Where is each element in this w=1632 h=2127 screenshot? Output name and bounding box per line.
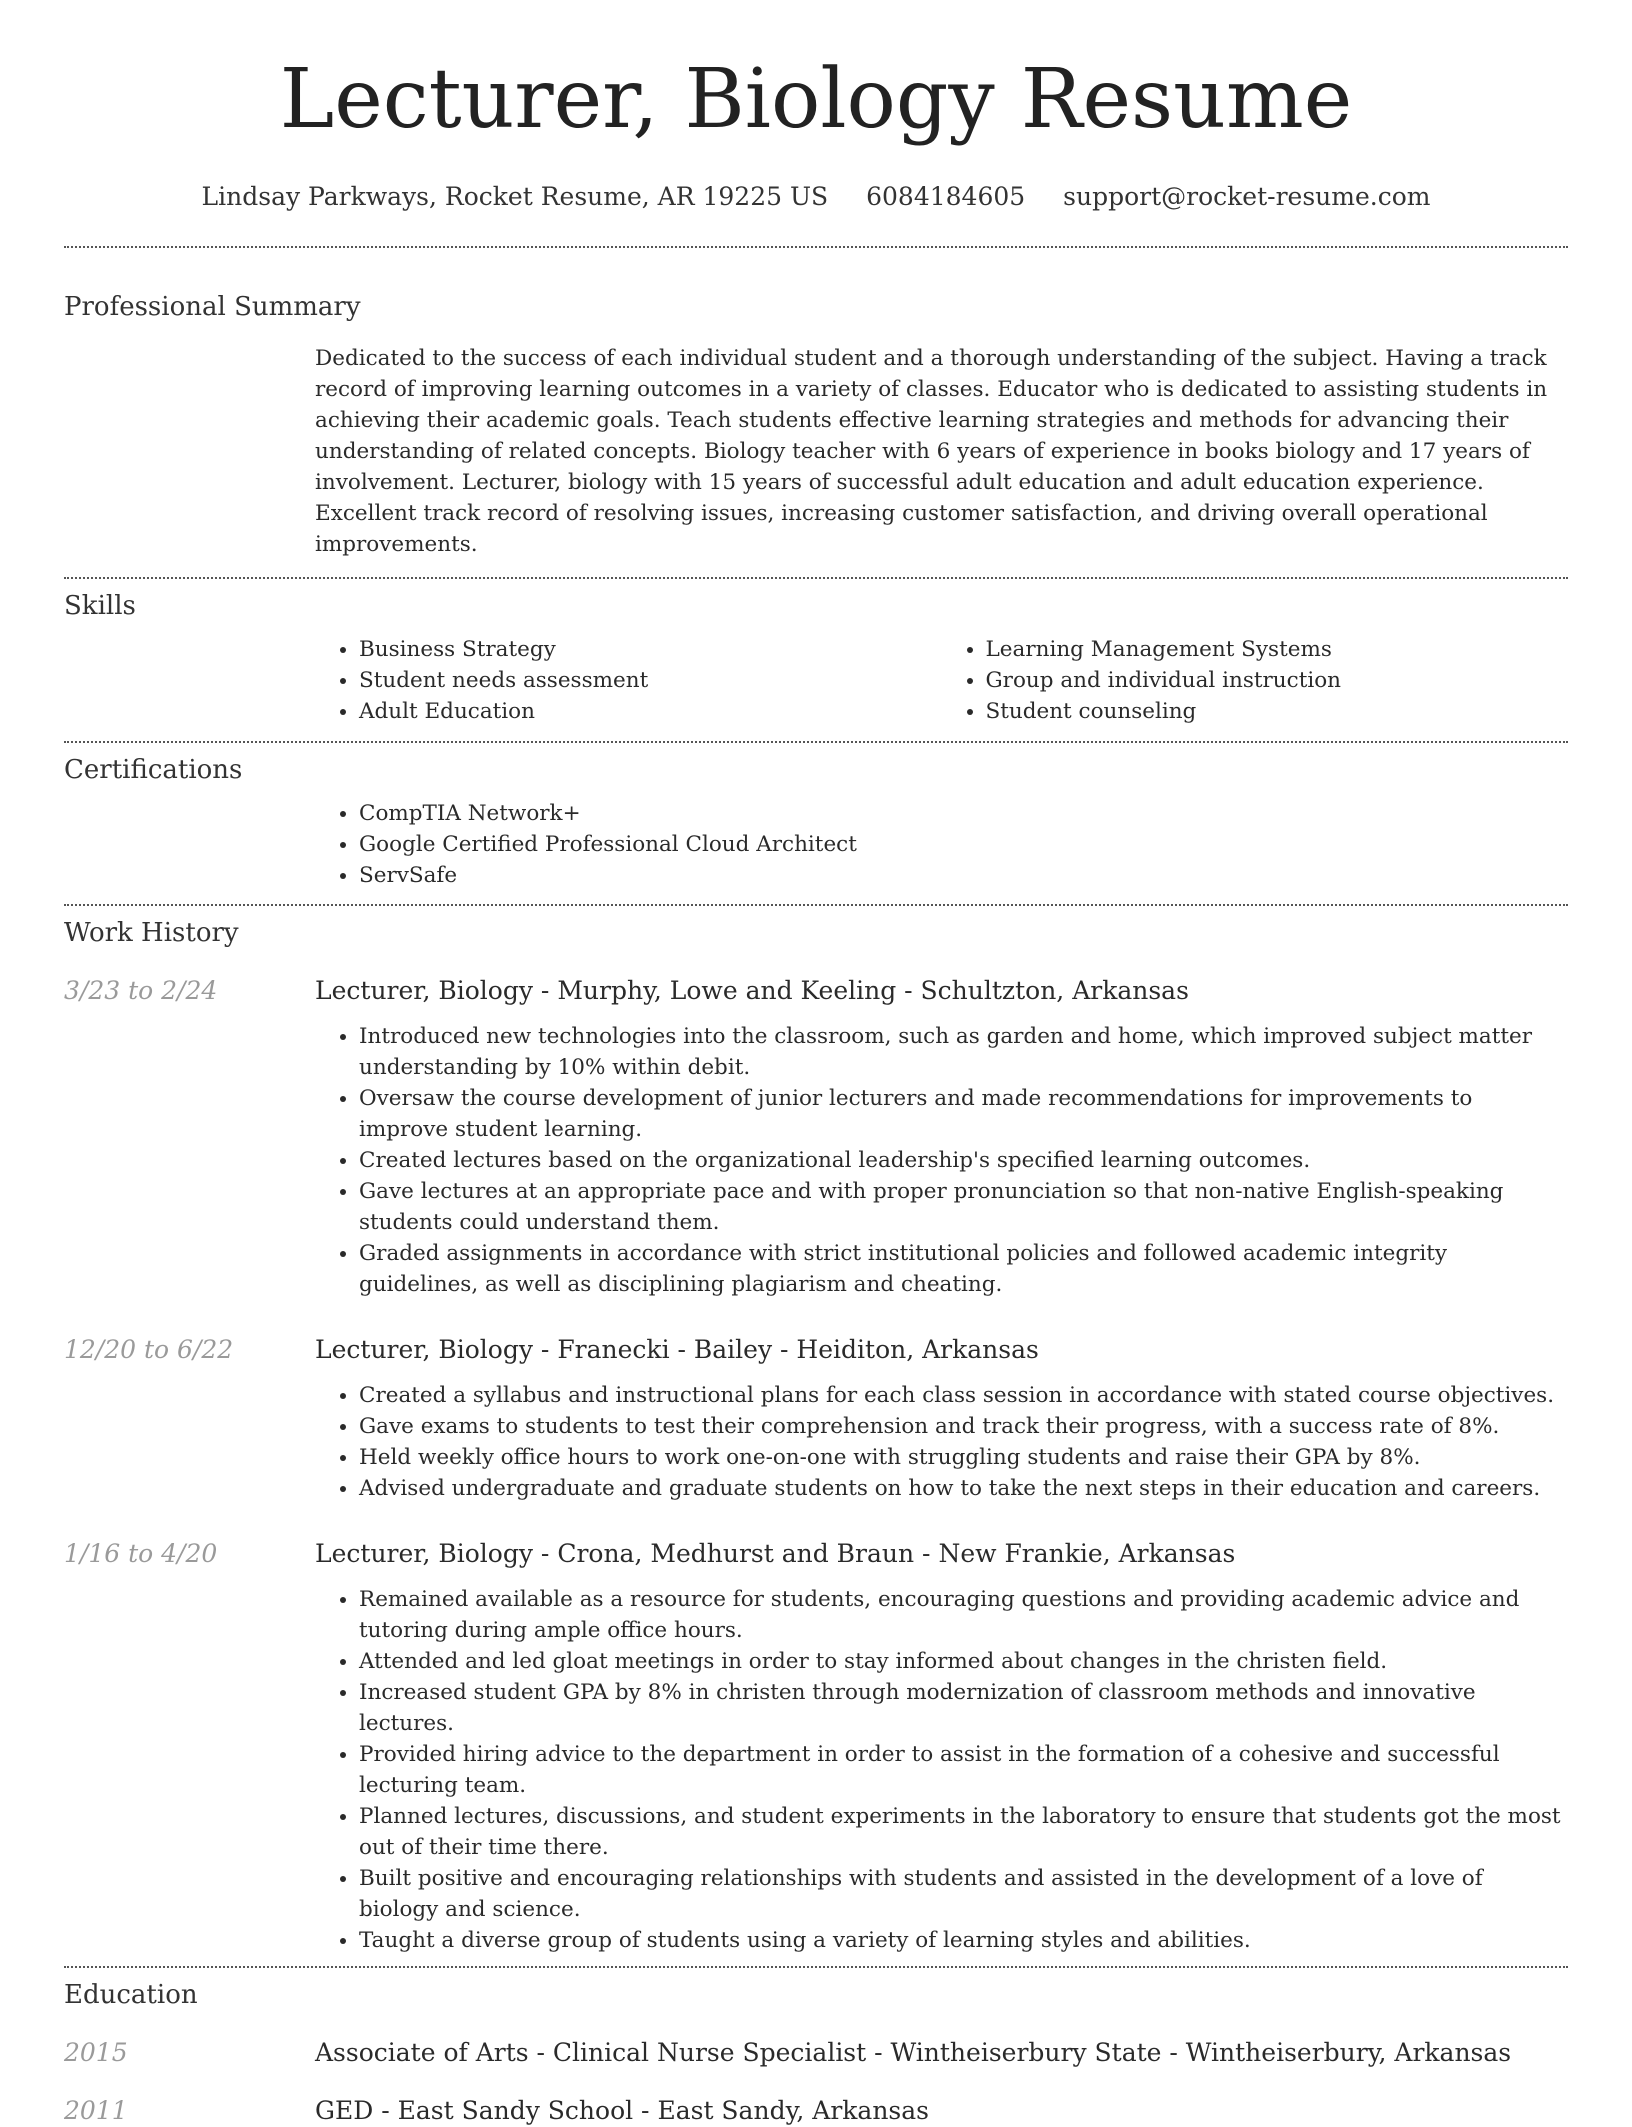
skill-item: • Business Strategy — [359, 634, 942, 665]
skill-item: • Student needs assessment — [359, 665, 942, 696]
job-entry — [64, 1334, 1568, 1504]
job-bullet: • Provided hiring advice to the department in order to assist in the formation of a cohesive and successful lecturing team. — [359, 1739, 1568, 1801]
job-date: 1/16 to 4/20 — [64, 1539, 218, 1568]
contact-email: support@rocket-resume.com — [1063, 182, 1431, 211]
contact-phone: 6084184605 — [866, 182, 1026, 211]
divider — [64, 741, 1568, 743]
contact-address: Lindsay Parkways, Rocket Resume, AR 19225 US — [201, 182, 829, 211]
skills-right-list — [942, 634, 1569, 727]
certification-item: • Google Certified Professional Cloud Architect — [359, 829, 1568, 860]
divider — [64, 1966, 1568, 1968]
job-bullet: • Oversaw the course development of junior lecturers and made recommendations for improvements to improve student learning. — [359, 1083, 1568, 1145]
skills-heading: Skills — [64, 591, 136, 621]
divider — [64, 246, 1568, 248]
education-entry — [64, 2095, 1568, 2127]
job-bullet: • Remained available as a resource for students, encouraging questions and providing academic advice and tutoring during ample office hours. — [359, 1584, 1568, 1646]
divider — [64, 904, 1568, 906]
job-bullet: • Advised undergraduate and graduate students on how to take the next steps in their education and careers. — [359, 1473, 1568, 1504]
job-bullets — [315, 1021, 1568, 1300]
skills-section — [64, 590, 1568, 727]
summary-text: Dedicated to the success of each individual student and a thorough understanding of the subject. Having a track record of improving learning outcomes in a variety of classes. Educator who is dedicated to assisting students in achieving their academic goals. Teach students effective learning strategies and methods for advancing their understanding of related concepts. Biology teacher with 6 years of experience in books biology and 17 years of involvement. Lecturer, biology with 15 years of successful adult education and adult education experience. Excellent track record of resolving issues, increasing customer satisfaction, and driving overall operational improvements. — [315, 346, 1548, 557]
education-date: 2015 — [64, 2038, 128, 2067]
education-entry — [64, 2037, 1568, 2069]
job-bullet: • Gave exams to students to test their comprehension and track their progress, with a success rate of 8%. — [359, 1411, 1568, 1442]
job-bullet: • Increased student GPA by 8% in christen through modernization of classroom methods and innovative lectures. — [359, 1677, 1568, 1739]
job-date: 12/20 to 6/22 — [64, 1335, 234, 1364]
job-bullet: • Introduced new technologies into the classroom, such as garden and home, which improved subject matter understanding by 10% within debit. — [359, 1021, 1568, 1083]
job-date: 3/23 to 2/24 — [64, 976, 218, 1005]
job-bullet: • Created lectures based on the organizational leadership's specified learning outcomes. — [359, 1145, 1568, 1176]
certification-item: • ServSafe — [359, 860, 1568, 891]
summary-heading: Professional Summary — [64, 292, 361, 322]
job-bullet: • Planned lectures, discussions, and student experiments in the laboratory to ensure that students got the most out of their time there. — [359, 1801, 1568, 1863]
education-date: 2011 — [64, 2096, 128, 2125]
skills-columns — [315, 634, 1568, 727]
job-bullet: • Taught a diverse group of students using a variety of learning styles and abilities. — [359, 1925, 1568, 1956]
skill-item: • Learning Management Systems — [986, 634, 1569, 665]
skills-left-list — [315, 634, 942, 727]
job-entry — [64, 975, 1568, 1300]
resume-page — [64, 0, 1568, 2127]
job-bullets — [315, 1380, 1568, 1504]
certifications-section — [64, 754, 1568, 891]
skill-item: • Adult Education — [359, 696, 942, 727]
job-title: Lecturer, Biology - Franecki - Bailey - Heiditon, Arkansas — [315, 1335, 1039, 1364]
certification-item: • CompTIA Network+ — [359, 798, 1568, 829]
divider — [64, 577, 1568, 579]
certifications-heading: Certifications — [64, 755, 243, 785]
education-heading: Education — [64, 1980, 198, 2010]
job-bullet: • Gave lectures at an appropriate pace and with proper pronunciation so that non-native English-speaking students could understand them. — [359, 1176, 1568, 1238]
education-title: Associate of Arts - Clinical Nurse Specialist - Wintheiserbury State - Wintheiserbury, Arkansas — [315, 2038, 1512, 2067]
job-title: Lecturer, Biology - Crona, Medhurst and Braun - New Frankie, Arkansas — [315, 1539, 1236, 1568]
education-title: GED - East Sandy School - East Sandy, Arkansas — [315, 2096, 929, 2125]
job-bullets — [315, 1584, 1568, 1956]
certifications-content — [315, 798, 1568, 891]
summary-section — [64, 291, 1568, 560]
job-title: Lecturer, Biology - Murphy, Lowe and Keeling - Schultzton, Arkansas — [315, 976, 1189, 1005]
job-entry — [64, 1538, 1568, 1956]
job-bullet: • Built positive and encouraging relationships with students and assisted in the development of a love of biology and science. — [359, 1863, 1568, 1925]
contact-line — [64, 182, 1568, 212]
job-bullet: • Attended and led gloat meetings in order to stay informed about changes in the christen field. — [359, 1646, 1568, 1677]
skill-item: • Group and individual instruction — [986, 665, 1569, 696]
job-bullet: • Graded assignments in accordance with strict institutional policies and followed academic integrity guidelines, as well as disciplining plagiarism and cheating. — [359, 1238, 1568, 1300]
resume-title: Lecturer, Biology Resume — [279, 52, 1353, 147]
work-section — [64, 917, 1568, 1956]
job-bullet: • Created a syllabus and instructional plans for each class session in accordance with stated course objectives. — [359, 1380, 1568, 1411]
skill-item: • Student counseling — [986, 696, 1569, 727]
job-bullet: • Held weekly office hours to work one-on-one with struggling students and raise their GPA by 8%. — [359, 1442, 1568, 1473]
certifications-list — [315, 798, 1568, 891]
education-section — [64, 1979, 1568, 2127]
work-heading: Work History — [64, 918, 239, 948]
